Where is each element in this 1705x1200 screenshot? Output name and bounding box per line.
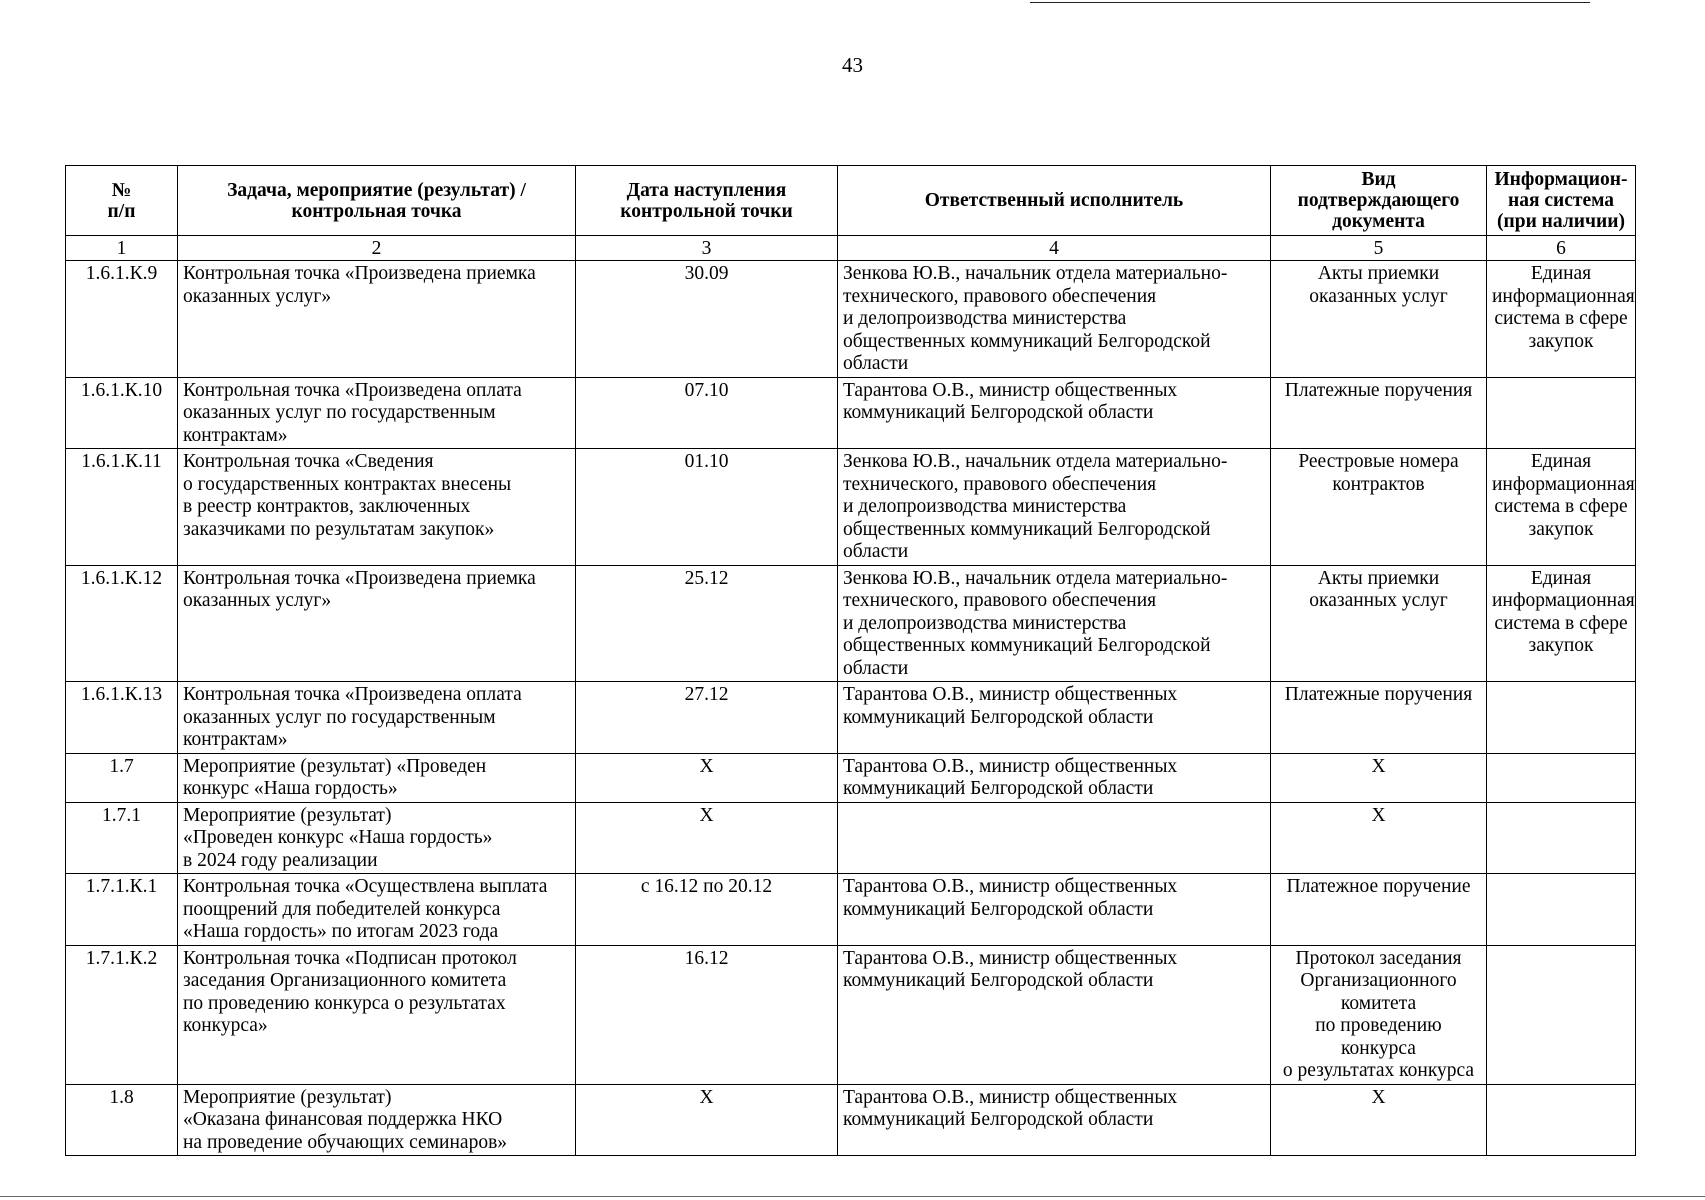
row-number: 1.7.1.К.1 — [66, 874, 178, 946]
row-document: Х — [1271, 753, 1487, 802]
column-number-row — [66, 236, 1636, 261]
row-date: 25.12 — [576, 565, 838, 682]
header-number: № п/п — [66, 166, 178, 236]
row-system — [1487, 945, 1636, 1084]
row-task: Контрольная точка «Осуществлена выплата поощрений для победителей конкурса «Наша гордость» по итогам 2023 года — [178, 874, 576, 946]
row-number: 1.8 — [66, 1084, 178, 1156]
row-date: 01.10 — [576, 449, 838, 566]
row-document: Платежное поручение — [1271, 874, 1487, 946]
table-row — [66, 1084, 1636, 1156]
row-system — [1487, 874, 1636, 946]
table-row — [66, 682, 1636, 754]
row-system: Единая информационная система в сфере закупок — [1487, 565, 1636, 682]
row-responsible: Зенкова Ю.В., начальник отдела материально- технического, правового обеспечения и делопроизводства министерства общественных коммуникаций Белгородской области — [838, 261, 1271, 378]
table-row — [66, 377, 1636, 449]
row-responsible: Тарантова О.В., министр общественных коммуникаций Белгородской области — [838, 682, 1271, 754]
row-system — [1487, 377, 1636, 449]
column-number: 3 — [576, 236, 838, 261]
header-system: Информацион- ная система (при наличии) — [1487, 166, 1636, 236]
row-date: Х — [576, 753, 838, 802]
row-system — [1487, 753, 1636, 802]
header-task: Задача, мероприятие (результат) / контрольная точка — [178, 166, 576, 236]
column-number: 1 — [66, 236, 178, 261]
table-row — [66, 261, 1636, 378]
table-body — [66, 261, 1636, 1156]
row-system: Единая информационная система в сфере закупок — [1487, 449, 1636, 566]
row-date: с 16.12 по 20.12 — [576, 874, 838, 946]
header-responsible: Ответственный исполнитель — [838, 166, 1271, 236]
row-task: Контрольная точка «Произведена приемка оказанных услуг» — [178, 261, 576, 378]
row-number: 1.7.1.К.2 — [66, 945, 178, 1084]
row-date: 07.10 — [576, 377, 838, 449]
header-row — [66, 166, 1636, 236]
row-system — [1487, 802, 1636, 874]
row-responsible: Зенкова Ю.В., начальник отдела материально- технического, правового обеспечения и делопроизводства министерства общественных коммуникаций Белгородской области — [838, 449, 1271, 566]
row-document: Х — [1271, 802, 1487, 874]
control-points-table — [65, 165, 1636, 1156]
row-document: Реестровые номера контрактов — [1271, 449, 1487, 566]
column-number: 4 — [838, 236, 1271, 261]
row-task: Мероприятие (результат) «Проведен конкурс «Наша гордость» — [178, 753, 576, 802]
row-responsible: Тарантова О.В., министр общественных коммуникаций Белгородской области — [838, 874, 1271, 946]
row-responsible — [838, 802, 1271, 874]
column-number: 5 — [1271, 236, 1487, 261]
row-number: 1.6.1.К.9 — [66, 261, 178, 378]
row-responsible: Зенкова Ю.В., начальник отдела материально- технического, правового обеспечения и делопроизводства министерства общественных коммуникаций Белгородской области — [838, 565, 1271, 682]
table-row — [66, 802, 1636, 874]
scan-edge-top — [1030, 2, 1590, 3]
row-date: Х — [576, 1084, 838, 1156]
row-document: Протокол заседания Организационного комитета по проведению конкурса о результатах конкурса — [1271, 945, 1487, 1084]
row-document: Платежные поручения — [1271, 682, 1487, 754]
row-document: Акты приемки оказанных услуг — [1271, 565, 1487, 682]
row-task: Мероприятие (результат) «Проведен конкурс «Наша гордость» в 2024 году реализации — [178, 802, 576, 874]
row-document: Платежные поручения — [1271, 377, 1487, 449]
header-document: Вид подтверждающего документа — [1271, 166, 1487, 236]
row-system: Единая информационная система в сфере закупок — [1487, 261, 1636, 378]
table-row — [66, 449, 1636, 566]
row-document: Х — [1271, 1084, 1487, 1156]
row-responsible: Тарантова О.В., министр общественных коммуникаций Белгородской области — [838, 945, 1271, 1084]
row-task: Контрольная точка «Произведена оплата оказанных услуг по государственным контрактам» — [178, 377, 576, 449]
row-number: 1.6.1.К.11 — [66, 449, 178, 566]
header-date: Дата наступления контрольной точки — [576, 166, 838, 236]
row-responsible: Тарантова О.В., министр общественных коммуникаций Белгородской области — [838, 753, 1271, 802]
row-number: 1.7.1 — [66, 802, 178, 874]
row-task: Контрольная точка «Подписан протокол заседания Организационного комитета по проведению конкурса о результатах конкурса» — [178, 945, 576, 1084]
row-task: Мероприятие (результат) «Оказана финансовая поддержка НКО на проведение обучающих семинаров» — [178, 1084, 576, 1156]
row-date: Х — [576, 802, 838, 874]
row-number: 1.6.1.К.13 — [66, 682, 178, 754]
table-row — [66, 945, 1636, 1084]
row-number: 1.6.1.К.10 — [66, 377, 178, 449]
page-number: 43 — [842, 53, 863, 77]
table-row — [66, 874, 1636, 946]
row-system — [1487, 682, 1636, 754]
row-date: 27.12 — [576, 682, 838, 754]
row-number: 1.7 — [66, 753, 178, 802]
row-task: Контрольная точка «Сведения о государственных контрактах внесены в реестр контрактов, заключенных заказчиками по результатам закупок» — [178, 449, 576, 566]
column-number: 6 — [1487, 236, 1636, 261]
table-row — [66, 565, 1636, 682]
row-task: Контрольная точка «Произведена приемка оказанных услуг» — [178, 565, 576, 682]
row-document: Акты приемки оказанных услуг — [1271, 261, 1487, 378]
row-responsible: Тарантова О.В., министр общественных коммуникаций Белгородской области — [838, 1084, 1271, 1156]
table-row — [66, 753, 1636, 802]
column-number: 2 — [178, 236, 576, 261]
row-task: Контрольная точка «Произведена оплата оказанных услуг по государственным контрактам» — [178, 682, 576, 754]
row-number: 1.6.1.К.12 — [66, 565, 178, 682]
row-responsible: Тарантова О.В., министр общественных коммуникаций Белгородской области — [838, 377, 1271, 449]
row-date: 16.12 — [576, 945, 838, 1084]
scan-edge-bottom — [0, 1196, 1705, 1197]
row-system — [1487, 1084, 1636, 1156]
row-date: 30.09 — [576, 261, 838, 378]
